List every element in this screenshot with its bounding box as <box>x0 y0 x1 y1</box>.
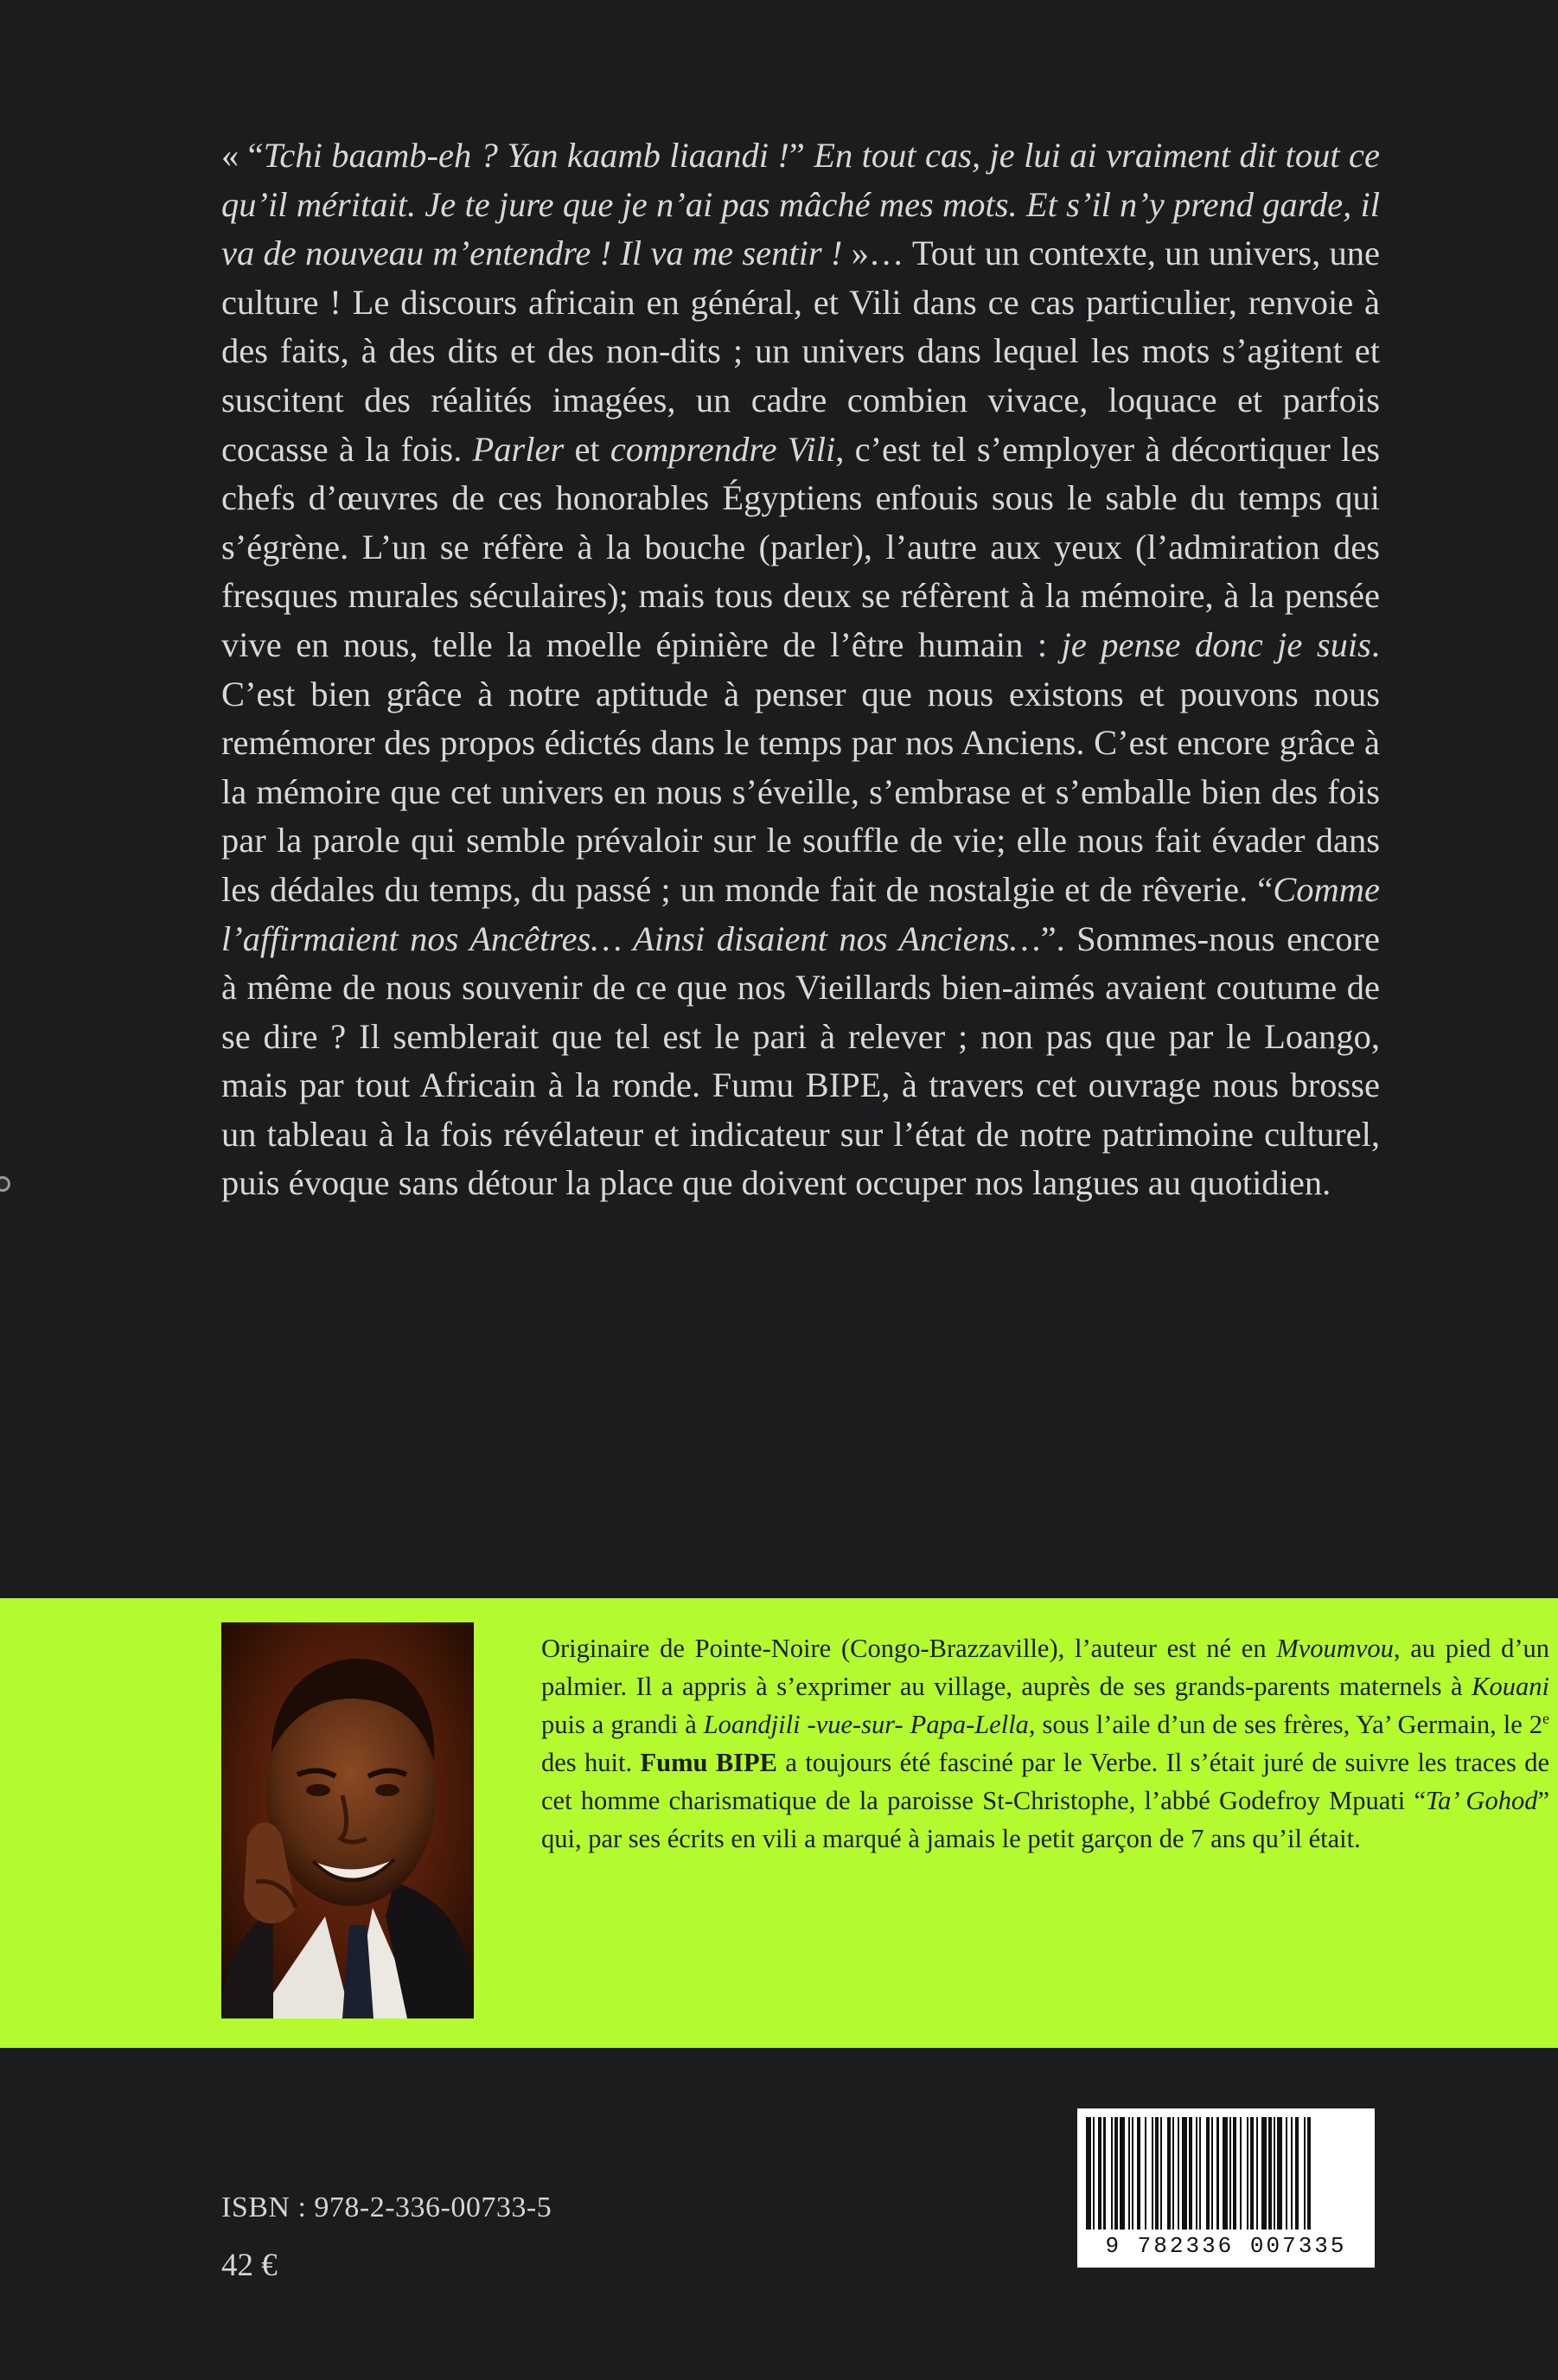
blurb-italic-segment: Parler <box>472 429 565 469</box>
blurb-segment: ”. Sommes-nous encore à même de nous souvenir de ce que nos Vieillards bien-aimés avaient coutume de se dire ? Il semblerait que tel est le pari à relever ; non pas que par le Loango, mais par tout Africain à la ronde. Fumu BIPE, à travers cet ouvrage nous brosse un tableau à la fois révélateur et indicateur sur l’état de notre patrimoine culturel, puis évoque sans détour la place que doivent occuper nos langues au quotidien. <box>221 918 1380 1203</box>
author-photo <box>221 1622 474 2019</box>
blurb-segment: »… Tout un contexte, un univers, une culture ! Le discours africain en général, et Vili dans ce cas particulier, renvoie à des faits, à des dits et des non-dits ; un univers dans lequel les mots s’agitent et suscitent des réalités imagées, un cadre combien vivace, loquace et parfois cocasse à la fois. <box>221 234 1380 469</box>
blurb-italic-segment: Tchi baamb-eh ? Yan kaamb liaandi ! <box>263 136 789 175</box>
blurb-segment: « “ <box>221 136 264 175</box>
barcode-digits: 9 782336 007335 <box>1105 2233 1347 2259</box>
bio-segment: Originaire de Pointe-Noire (Congo-Brazzaville), l’auteur est né en <box>541 1634 1277 1663</box>
barcode-bars <box>1086 2117 1366 2230</box>
blurb-italic-segment: En tout cas, je lui ai vraiment dit tout ce qu’il méritait. Je te jure que je n’ai pas mâché mes mots. Et s’il n’y prend garde, il va de nouveau m’entendre ! Il va me sentir ! <box>221 136 1380 273</box>
barcode <box>1077 2108 1375 2268</box>
bio-segment: Loandjili -vue-sur- Papa-Lella <box>703 1710 1029 1739</box>
blurb-italic-segment: comprendre Vili <box>610 429 836 469</box>
bio-segment: a toujours été fasciné par le Verbe. Il s’était juré de suivre les traces de cet homme charismatique de la paroisse St-Christophe, l’abbé Godefroy Mpuati “ <box>541 1748 1549 1815</box>
bio-segment: puis a grandi à <box>541 1710 704 1739</box>
bio-segment: Fumu BIPE <box>640 1748 778 1777</box>
bio-segment: e <box>1542 1709 1549 1727</box>
blurb-segment: , c’est tel s’employer à décortiquer les chefs d’œuvres de ces honorables Égyptiens enfouis sous le sable du temps qui s’égrène. L’un se réfère à la bouche (parler), l’autre aux yeux (l’admiration des fresques murales séculaires); mais tous deux se réfèrent à la mémoire, à la pensée vive en nous, telle la moelle épinière de l’être humain : <box>221 429 1380 664</box>
bio-segment: , sous l’aile d’un de ses frères, Ya’ Germain, le 2 <box>1028 1710 1542 1739</box>
bio-segment: Mvoumvou <box>1276 1634 1394 1663</box>
blurb-segment: . C’est bien grâce à notre aptitude à penser que nous existons et pouvons nous remémorer des propos édictés dans le temps par nos Anciens. C’est encore grâce à la mémoire que cet univers en nous s’éveille, s’embrase et s’emballe bien des fois par la parole qui semble prévaloir sur le souffle de vie; elle nous fait évader dans les dédales du temps, du passé ; un monde fait de nostalgie et de rêverie. “ <box>221 624 1380 909</box>
blurb-italic-segment: Comme l’affirmaient nos Ancêtres… Ainsi disaient nos Anciens… <box>221 869 1380 958</box>
author-bio <box>541 1629 1549 1858</box>
price: 42 € <box>221 2248 278 2283</box>
isbn: ISBN : 978-2-336-00733-5 <box>221 2191 552 2223</box>
bio-segment: , au pied d’un palmier. Il a appris à s’exprimer au village, auprès de ses grands-parents maternels à <box>541 1634 1549 1701</box>
blurb-segment: ” <box>789 136 814 175</box>
author-band <box>0 1598 1558 2048</box>
blurb-text <box>221 131 1380 1208</box>
bio-segment: ” qui, par ses écrits en vili a marqué à jamais le petit garçon de 7 ans qu’il était. <box>541 1786 1549 1853</box>
bio-segment: Kouani <box>1472 1672 1549 1701</box>
barcode-bar <box>1311 2117 1312 2230</box>
bio-segment: des huit. <box>541 1748 641 1777</box>
blurb-segment: et <box>564 429 610 469</box>
binding-mark <box>0 1176 10 1192</box>
blurb-italic-segment: je pense donc je suis <box>1061 624 1371 664</box>
bio-segment: Ta’ Gohod <box>1426 1786 1538 1815</box>
